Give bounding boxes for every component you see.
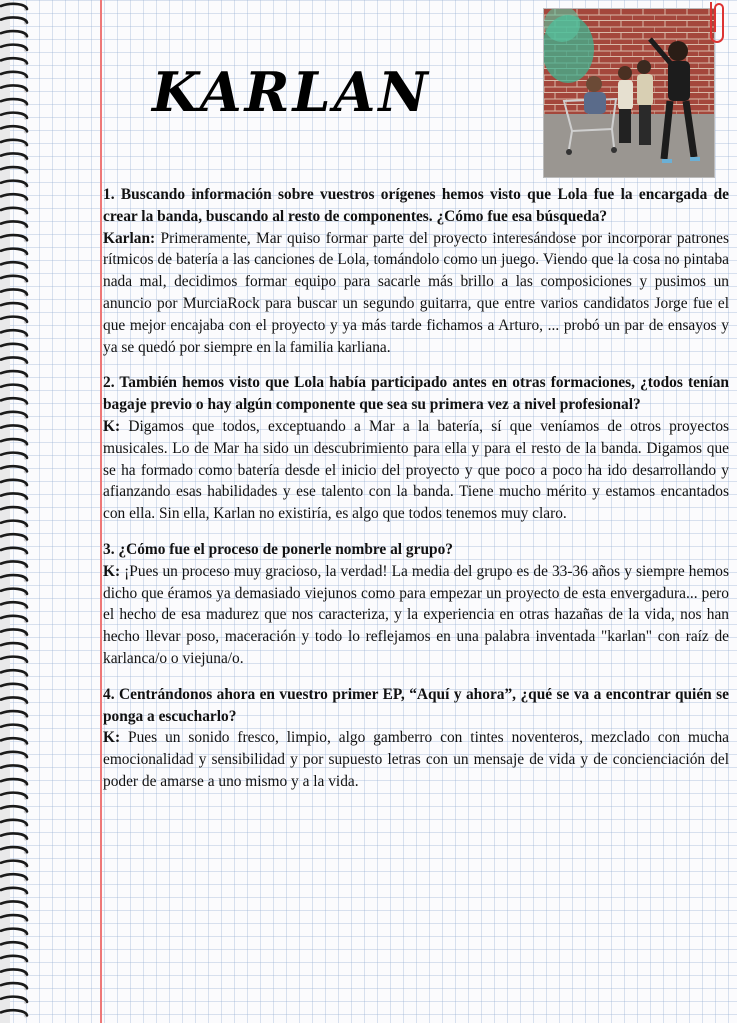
band-photo xyxy=(543,8,715,178)
qa-block-2 xyxy=(103,372,729,525)
answer-1-text: Primeramente, Mar quiso formar parte del proyecto interesándose por incorporar patrones rítmicos de batería a las canciones de Lola, tomándolo como un juego. Viendo que la cosa no pintaba nada mal, decidimos formar equipo para sacarle más brillo a las composiciones y pusimos un anuncio por MurciaRock para buscar un segundo guitarra, que entre varios candidatos Jorge fue el que mejor encajaba con el proyecto y ya más tarde fichamos a Arturo, ... probó un par de ensayos y ya se quedó por siempre en la familia karliana. xyxy=(103,229,729,356)
qa-block-1 xyxy=(103,184,729,358)
answer-2-text: Digamos que todos, exceptuando a Mar a la batería, sí que veníamos de otros proyectos musicales. Lo de Mar ha sido un descubrimiento para ella y para el resto de la banda. Digamos que se ha formado como batería desde el inicio del proyecto y que poco a poco ha ido desarrollando y afianzando esas habilidades y ese talento con la banda. Tiene mucho mérito y estamos encantados con ella. Sin ella, Karlan no existiría, es algo que todos tenemos muy claro. xyxy=(103,417,729,523)
answer-2-speaker: K: xyxy=(103,417,121,435)
answer-4 xyxy=(103,727,729,792)
band-title: KARLAN xyxy=(152,60,431,124)
interview-body xyxy=(103,184,729,807)
paper-clip-icon xyxy=(705,0,729,48)
answer-1 xyxy=(103,228,729,359)
answer-3-speaker: K: xyxy=(103,562,121,580)
answer-3 xyxy=(103,561,729,670)
margin-line xyxy=(100,0,102,1023)
question-4: 4. Centrándonos ahora en vuestro primer EP, “Aquí y ahora”, ¿qué se va a encontrar quién se ponga a escucharlo? xyxy=(103,685,729,725)
qa-block-3 xyxy=(103,539,729,670)
question-3: 3. ¿Cómo fue el proceso de ponerle nombre al grupo? xyxy=(103,540,453,558)
question-2: 2. También hemos visto que Lola había participado antes en otras formaciones, ¿todos tenían bagaje previo o hay algún componente que sea su primera vez a nivel profesional? xyxy=(103,374,729,414)
answer-4-speaker: K: xyxy=(103,729,121,747)
answer-2 xyxy=(103,416,729,525)
answer-3-text: ¡Pues un proceso muy gracioso, la verdad! La media del grupo es de 33-36 años y siempre hemos dicho que éramos ya demasiado viejunos como para empezar un proyecto de esta envergadura... pero el hecho de esa madurez que nos caracteriza, y la experiencia en otras hazañas de la vida, nos han hecho llevar poso, maceración y todo lo reflejamos en una palabra inventada "karlan" con raíz de karlanca/o o viejuna/o. xyxy=(103,562,729,667)
answer-1-speaker: Karlan: xyxy=(103,229,156,247)
qa-block-4 xyxy=(103,684,729,793)
question-1: 1. Buscando información sobre vuestros orígenes hemos visto que Lola fue la encargada de crear la banda, buscando al resto de componentes. ¿Cómo fue esa búsqueda? xyxy=(103,186,729,225)
spiral-binding xyxy=(0,0,38,1023)
answer-4-text: Pues un sonido fresco, limpio, algo gamberro con tintes noventeros, mezclado con mucha emocionalidad y sensibilidad y por supuesto letras con un mensaje de vida y de concienciación del poder de amarse a uno mismo y a la vida. xyxy=(103,729,729,790)
